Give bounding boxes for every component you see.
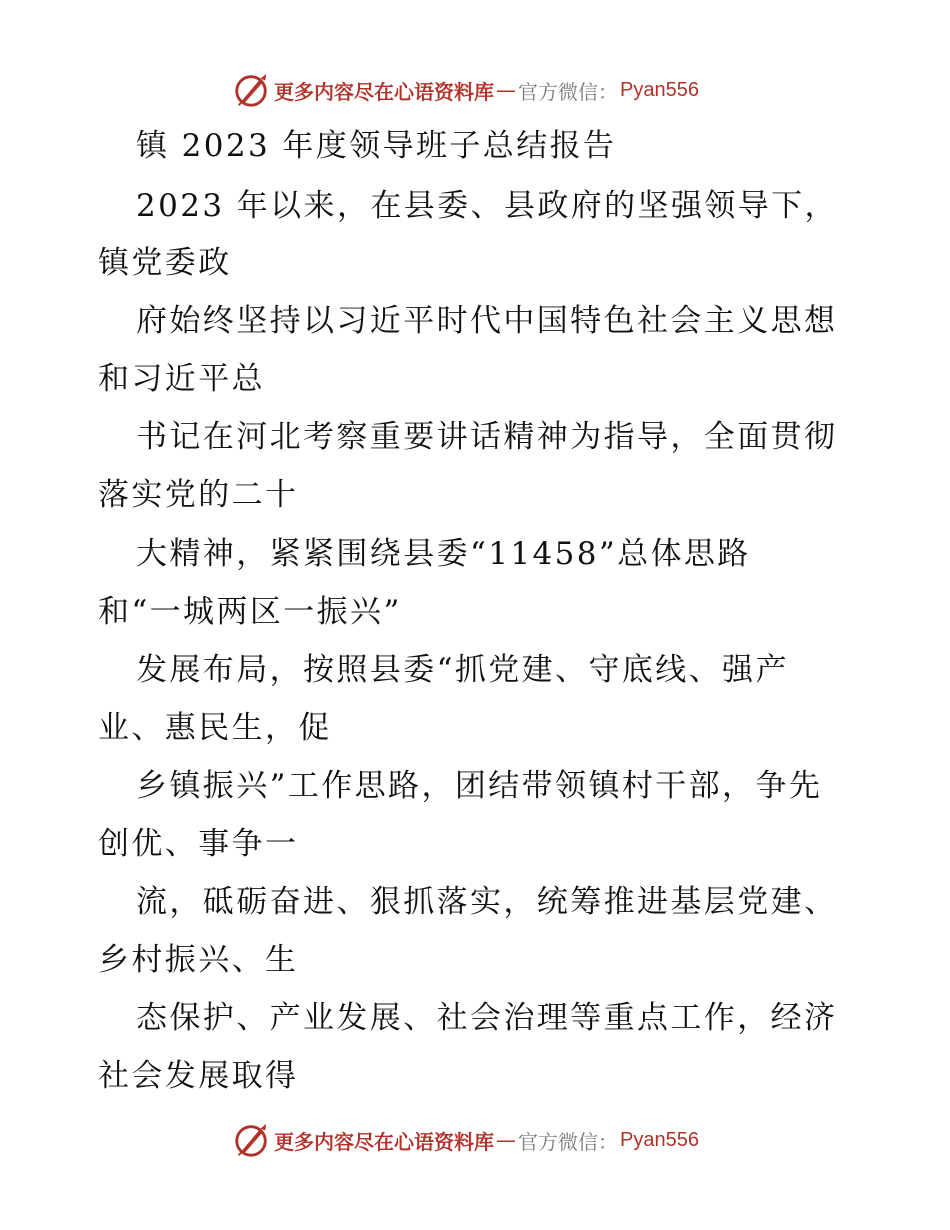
body-line: 态保护、产业发展、社会治理等重点工作，经济	[136, 1000, 838, 1036]
body-line: 流，砥砺奋进、狠抓落实，统筹推进基层党建、	[136, 884, 838, 920]
banner-promo-text: 更多内容尽在心语资料库	[274, 79, 494, 104]
body-line: 落实党的二十	[98, 477, 299, 513]
header-watermark-banner	[232, 70, 712, 110]
body-line: 社会发展取得	[98, 1058, 299, 1094]
body-line: 书记在河北考察重要讲话精神为指导，全面贯彻	[136, 419, 838, 455]
body-line: 和习近平总	[98, 361, 265, 397]
body-line: 发展布局，按照县委“抓党建、守底线、强产	[136, 652, 789, 688]
body-line: 大精神，紧紧围绕县委“11458”总体思路	[136, 536, 751, 572]
banner-dash: —	[496, 78, 516, 102]
body-line: 乡村振兴、生	[98, 942, 299, 978]
body-line: 业、惠民生，促	[98, 710, 332, 746]
banner-wechat-label: 官方微信：	[518, 1129, 618, 1154]
body-line: 镇党委政	[98, 245, 232, 281]
footer-watermark-banner	[232, 1120, 712, 1160]
quill-pen-logo-icon	[232, 71, 270, 109]
body-line: 乡镇振兴”工作思路，团结带领镇村干部，争先	[136, 768, 823, 804]
body-line: 和“一城两区一振兴”	[98, 594, 402, 630]
body-line: 创优、事争一	[98, 826, 299, 862]
quill-pen-logo-icon	[232, 1121, 270, 1159]
banner-promo-text: 更多内容尽在心语资料库	[274, 1129, 494, 1154]
document-title: 镇 2023 年度领导班子总结报告	[136, 128, 617, 164]
banner-wechat-id: Pyan556	[620, 1128, 699, 1151]
banner-wechat-id: Pyan556	[620, 78, 699, 101]
body-line: 2023 年以来，在县委、县政府的坚强领导下，	[136, 188, 838, 224]
body-line: 府始终坚持以习近平时代中国特色社会主义思想	[136, 303, 838, 339]
banner-wechat-label: 官方微信：	[518, 79, 618, 104]
banner-dash: —	[496, 1128, 516, 1152]
